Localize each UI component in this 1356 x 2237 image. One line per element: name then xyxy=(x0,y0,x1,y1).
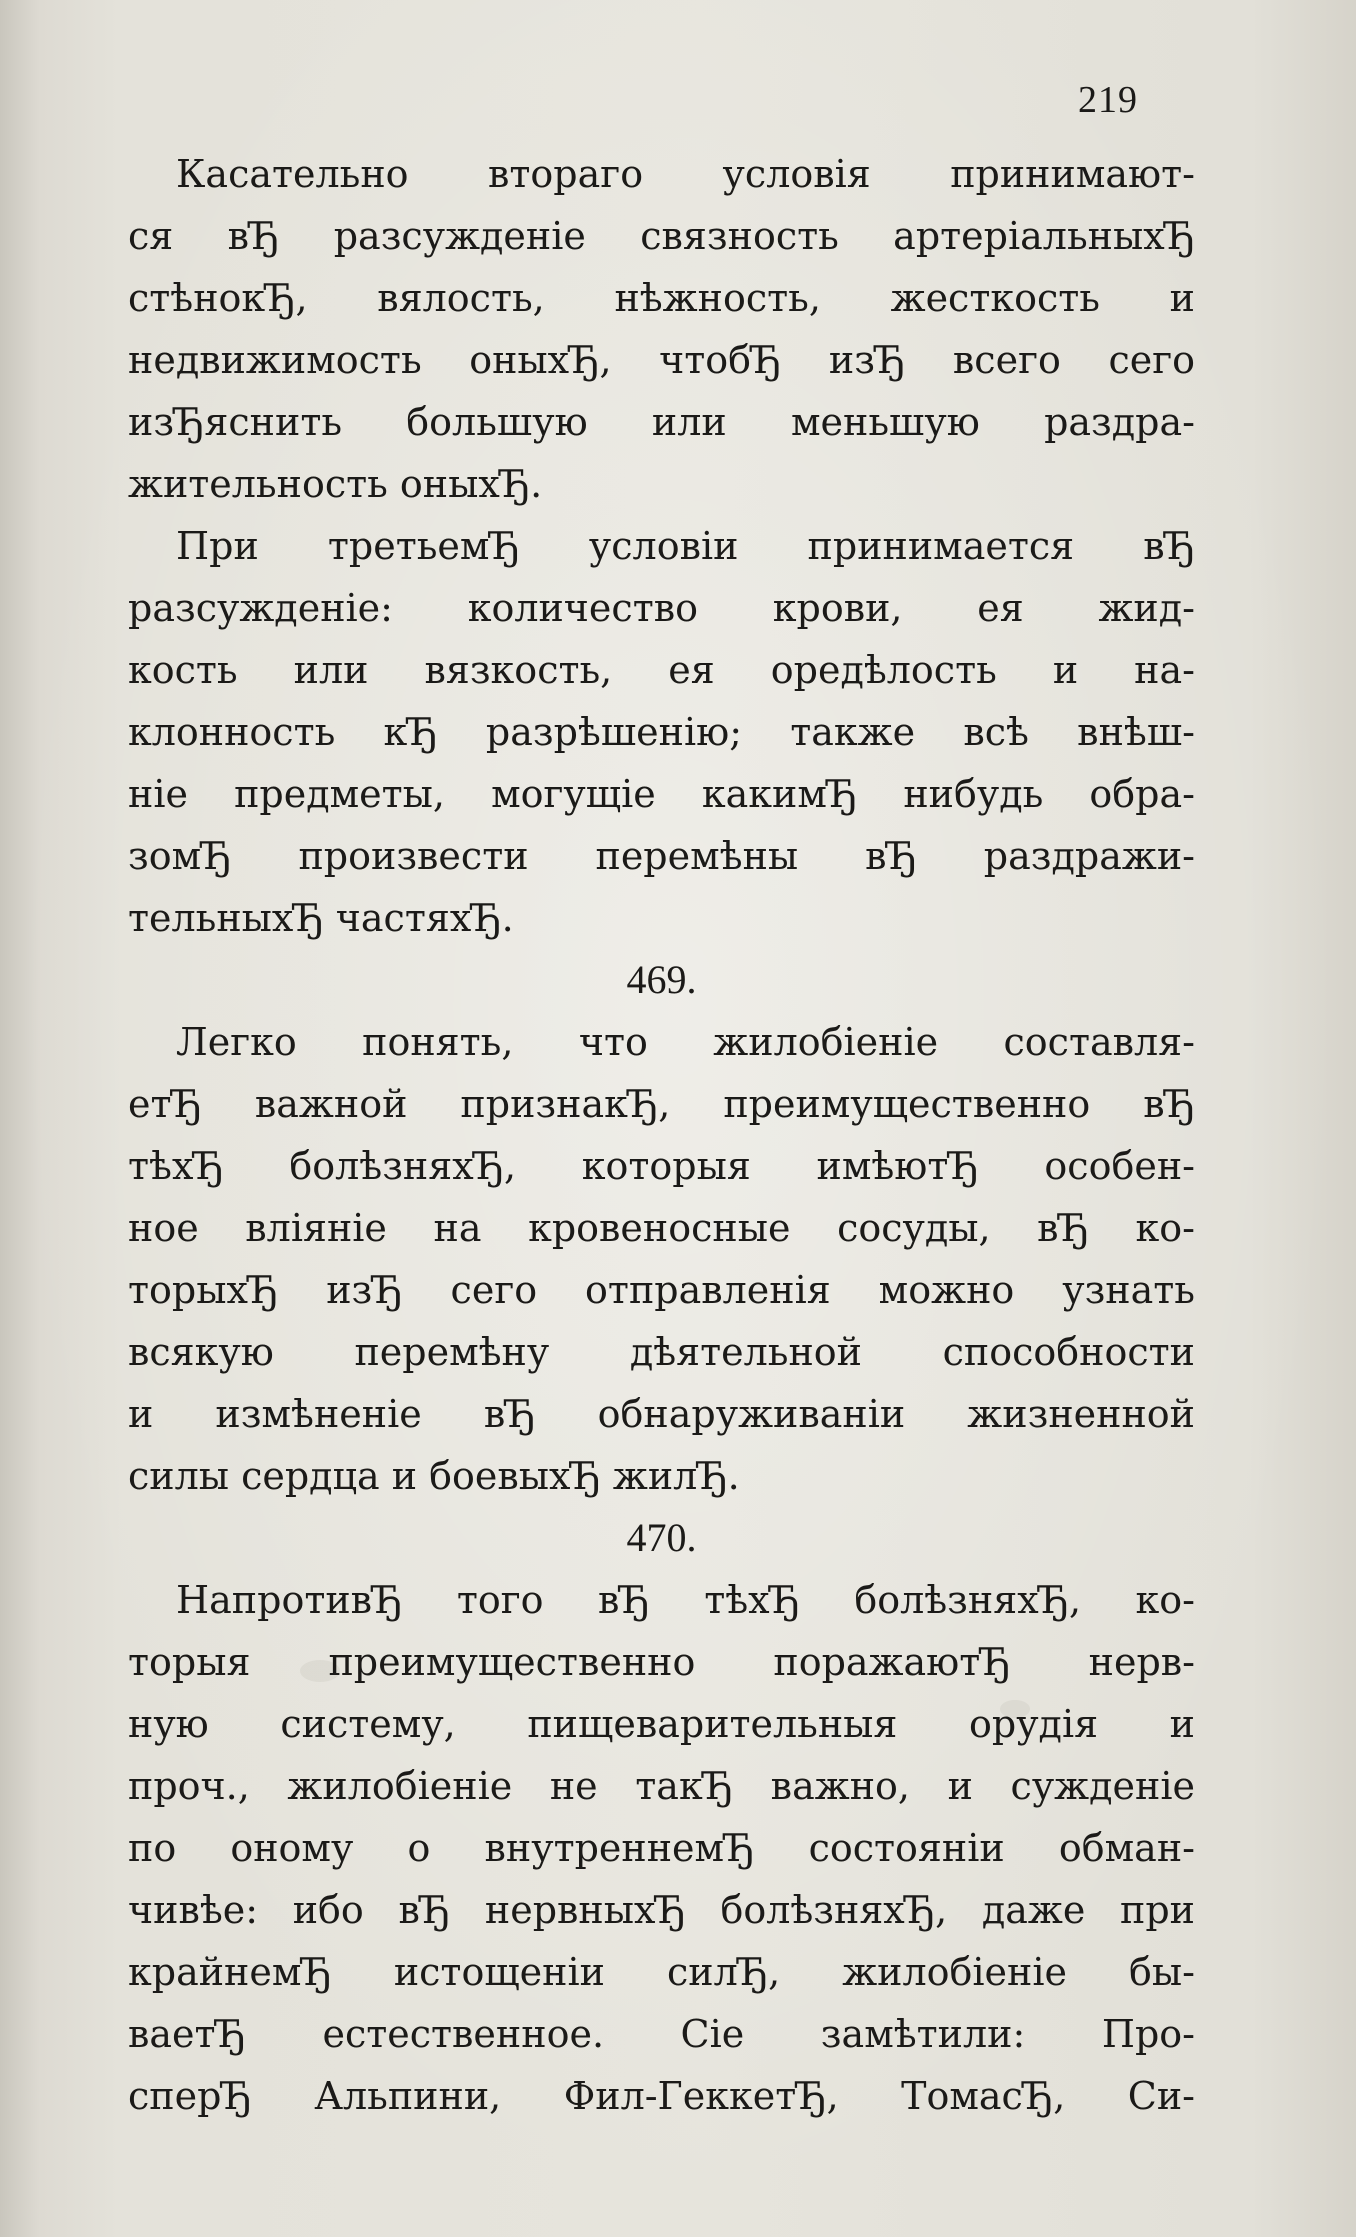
text-line: ся вЂ разсужденіе связность артеріальныхЂ xyxy=(128,214,1195,258)
page-body xyxy=(128,143,1195,2127)
text-line: по оному о внутреннемЂ состояніи обман- xyxy=(128,1826,1195,1870)
text-line: ваетЂ естественное. Сіе замѣтили: Про- xyxy=(128,2012,1195,2056)
text-line: силы сердца и боевыхЂ жилЂ. xyxy=(128,1454,740,1498)
text-line: тельныхЂ частяхЂ. xyxy=(128,896,514,940)
text-line: недвижимость оныхЂ, чтобЂ изЂ всего сего xyxy=(128,338,1195,382)
text-line: зомЂ произвести перемѣны вЂ раздражи- xyxy=(128,834,1195,878)
text-line: сперЂ Альпини, Фил-ГеккетЂ, ТомасЂ, Си- xyxy=(128,2074,1195,2118)
text-line: ніе предметы, могущіе какимЂ нибудь обра- xyxy=(128,772,1195,816)
section-number: 469. xyxy=(626,957,697,1002)
text-line: торыхЂ изЂ сего отправленія можно узнать xyxy=(128,1268,1195,1312)
text-line: крайнемЂ истощеніи силЂ, жилобіеніе бы- xyxy=(128,1950,1195,1994)
text-line: проч., жилобіеніе не такЂ важно, и сужденіе xyxy=(128,1764,1195,1808)
text-line: ное вліяніе на кровеносные сосуды, вЂ ко- xyxy=(128,1206,1195,1250)
text-line: тѣхЂ болѣзняхЂ, которыя имѣютЂ особен- xyxy=(128,1144,1195,1188)
section-number: 470. xyxy=(626,1515,697,1560)
paragraph xyxy=(128,143,1195,515)
page-number: 219 xyxy=(1078,79,1138,121)
text-line: торыя преимущественно поражаютЂ нерв- xyxy=(128,1640,1195,1684)
text-line: При третьемЂ условіи принимается вЂ xyxy=(176,524,1195,568)
text-line: НапротивЂ того вЂ тѣхЂ болѣзняхЂ, ко- xyxy=(176,1578,1195,1622)
text-line: кость или вязкость, ея оредѣлость и на- xyxy=(128,648,1195,692)
text-line: Легко понять, что жилобіеніе составля- xyxy=(176,1020,1195,1064)
paragraph xyxy=(128,515,1195,949)
text-line: ную систему, пищеварительныя орудія и xyxy=(128,1702,1195,1746)
text-line: чивѣе: ибо вЂ нервныхЂ болѣзняхЂ, даже при xyxy=(128,1888,1195,1932)
text-line: разсужденіе: количество крови, ея жид- xyxy=(128,586,1195,630)
text-line: и измѣненіе вЂ обнаруживаніи жизненной xyxy=(128,1392,1195,1436)
text-line: Касательно втораго условія принимают- xyxy=(176,152,1195,196)
text-line: клонность кЂ разрѣшенію; также всѣ внѣш- xyxy=(128,710,1195,754)
text-line: стѣнокЂ, вялость, нѣжность, жесткость и xyxy=(128,276,1195,320)
paragraph xyxy=(128,1569,1195,2127)
text-line: етЂ важной признакЂ, преимущественно вЂ xyxy=(128,1082,1195,1126)
text-line: жительность оныхЂ. xyxy=(128,462,543,506)
paragraph xyxy=(128,1011,1195,1507)
text-line: изЂяснить большую или меньшую раздра- xyxy=(128,400,1195,444)
text-line: всякую перемѣну дѣятельной способности xyxy=(128,1330,1195,1374)
